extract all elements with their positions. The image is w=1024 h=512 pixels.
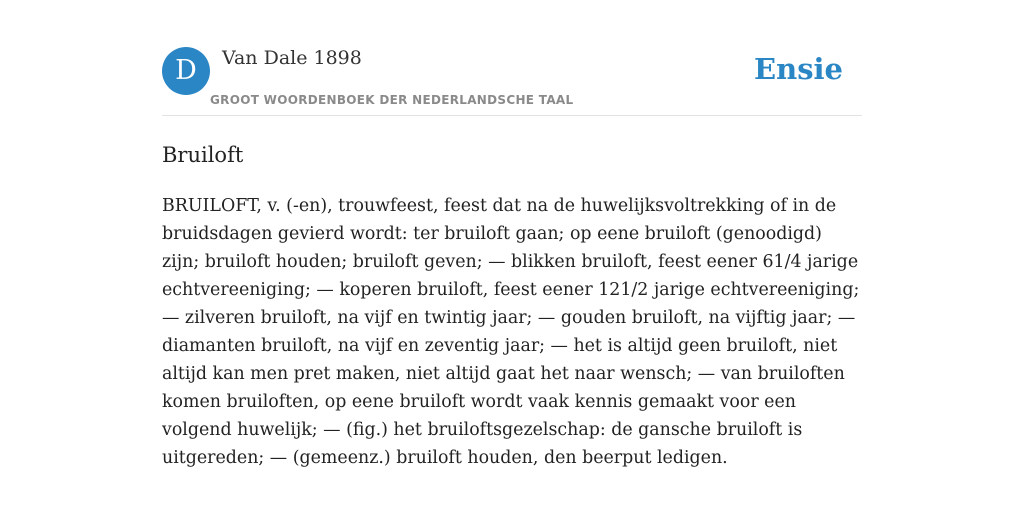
source-subtitle: GROOT WOORDENBOEK DER NEDERLANDSCHE TAAL (210, 93, 574, 107)
brand-logo[interactable]: Ensie (754, 52, 843, 86)
entry-title: Bruiloft (162, 143, 244, 167)
header (162, 46, 862, 116)
entry-definition: BRUILOFT, v. (-en), trouwfeest, feest dat na de huwelijksvoltrekking of in de bruidsdagen gevierd wordt: ter bruiloft gaan; op eene bruiloft (genoodigd) zijn; bruiloft houden; bruiloft geven; — blikken bruiloft, feest eener 61/4 jarige echtvereeniging; — koperen bruiloft, feest eener 121/2 jarige echtvereeniging; — zilveren bruiloft, na vijf en twintig jaar; — gouden bruiloft, na vijftig jaar; — diamanten bruiloft, na vijf en zeventig jaar; — het is altijd geen bruiloft, niet altijd kan men pret maken, niet altijd gaat het naar wensch; — van bruiloften komen bruiloften, op eene bruiloft wordt vaak kennis gemaakt voor een volgend huwelijk; — (fig.) het bruiloftsgezelschap: de gansche bruiloft is uitgereden; — (gemeenz.) bruiloft houden, den beerput ledigen. (162, 196, 860, 468)
source-title[interactable]: Van Dale 1898 (222, 47, 362, 69)
divider (162, 115, 862, 116)
source-logo: D (162, 47, 210, 95)
